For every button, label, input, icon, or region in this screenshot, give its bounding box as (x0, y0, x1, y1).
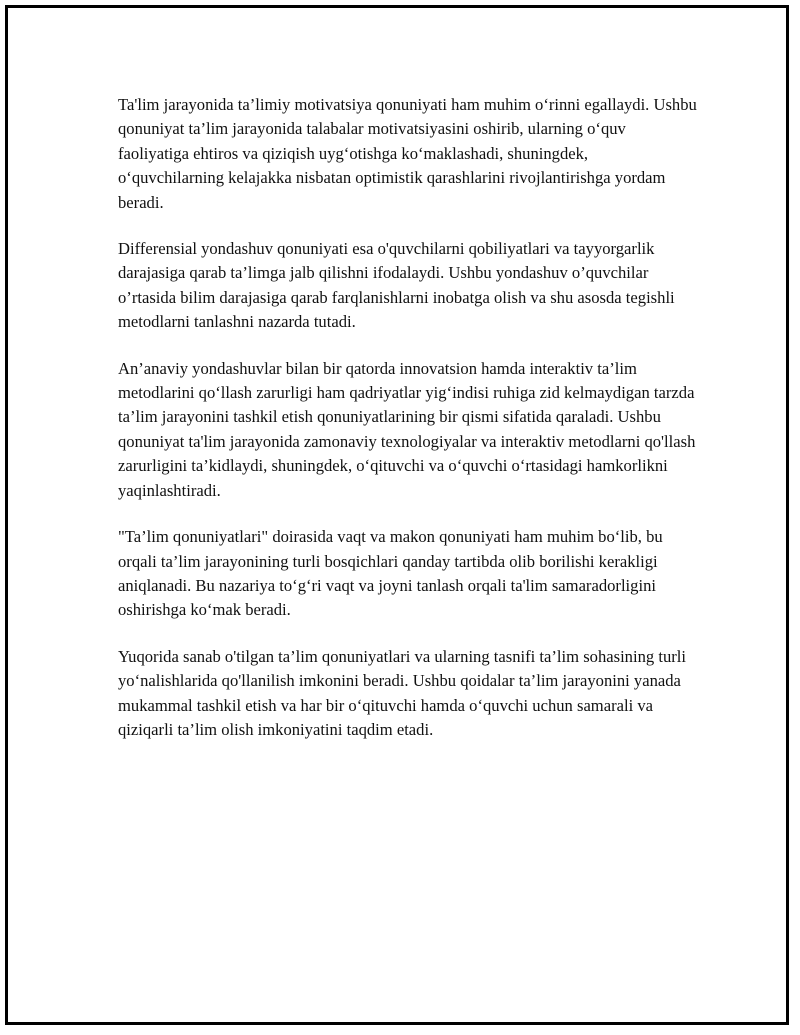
document-body (118, 93, 698, 764)
paragraph-time-and-space: "Ta’lim qonuniyatlari" doirasida vaqt va makon qonuniyati ham muhim bo‘lib, bu orqali ta’lim jarayonining turli bosqichlari qanday tartibda olib borilishi kerakligi aniqlanadi. Bu nazariya to‘g‘ri vaqt va joyni tanlash orqali ta'lim samaradorligini oshirishga ko‘mak beradi. (118, 527, 663, 620)
paragraph-innovative-methods: An’anaviy yondashuvlar bilan bir qatorda innovatsion hamda interaktiv ta’lim metodlarini qo‘llash zarurligi ham qadriyatlar yig‘indisi ruhiga zid kelmaydigan tarzda ta’lim jarayonini tashkil etish qonuniyatlarining bir qismi sifatida qaraladi. Ushbu qonuniyat ta'lim jarayonida zamonaviy texnologiyalar va interaktiv metodlarni qo'llash zarurligini ta’kidlaydi, shuningdek, o‘qituvchi va o‘quvchi o‘rtasidagi hamkorlikni yaqinlashtiradi. (118, 358, 696, 500)
paragraph-differential-approach: Differensial yondashuv qonuniyati esa o'quvchilarni qobiliyatlari va tayyorgarlik darajasiga qarab ta’limga jalb qilishni ifodalaydi. Ushbu yondashuv o’quvchilar o’rtasida bilim darajasiga qarab farqlanishlarni inobatga olish va shu asosda tegishli metodlarni tanlashni nazarda tutadi. (118, 239, 675, 332)
paragraph-conclusion: Yuqorida sanab o'tilgan ta’lim qonuniyatlari va ularning tasnifi ta’lim sohasining turli yo‘nalishlarida qo'llanilish imkonini beradi. Ushbu qoidalar ta’lim jarayonini yanada mukammal tashkil etish va har bir o‘qituvchi hamda o‘quvchi uchun samarali va qiziqarli ta’lim olish imkoniyatini taqdim etadi. (118, 646, 686, 739)
paragraph-motivation: Ta'lim jarayonida ta’limiy motivatsiya qonuniyati ham muhim o‘rinni egallaydi. Ushbu qonuniyat ta’lim jarayonida talabalar motivatsiyasini oshirib, ularning o‘quv faoliyatiga ehtiros va qiziqish uyg‘otishga ko‘maklashadi, shuningdek, o‘quvchilarning kelajakka nisbatan optimistik qarashlarini rivojlantirishga yordam beradi. (118, 95, 697, 212)
